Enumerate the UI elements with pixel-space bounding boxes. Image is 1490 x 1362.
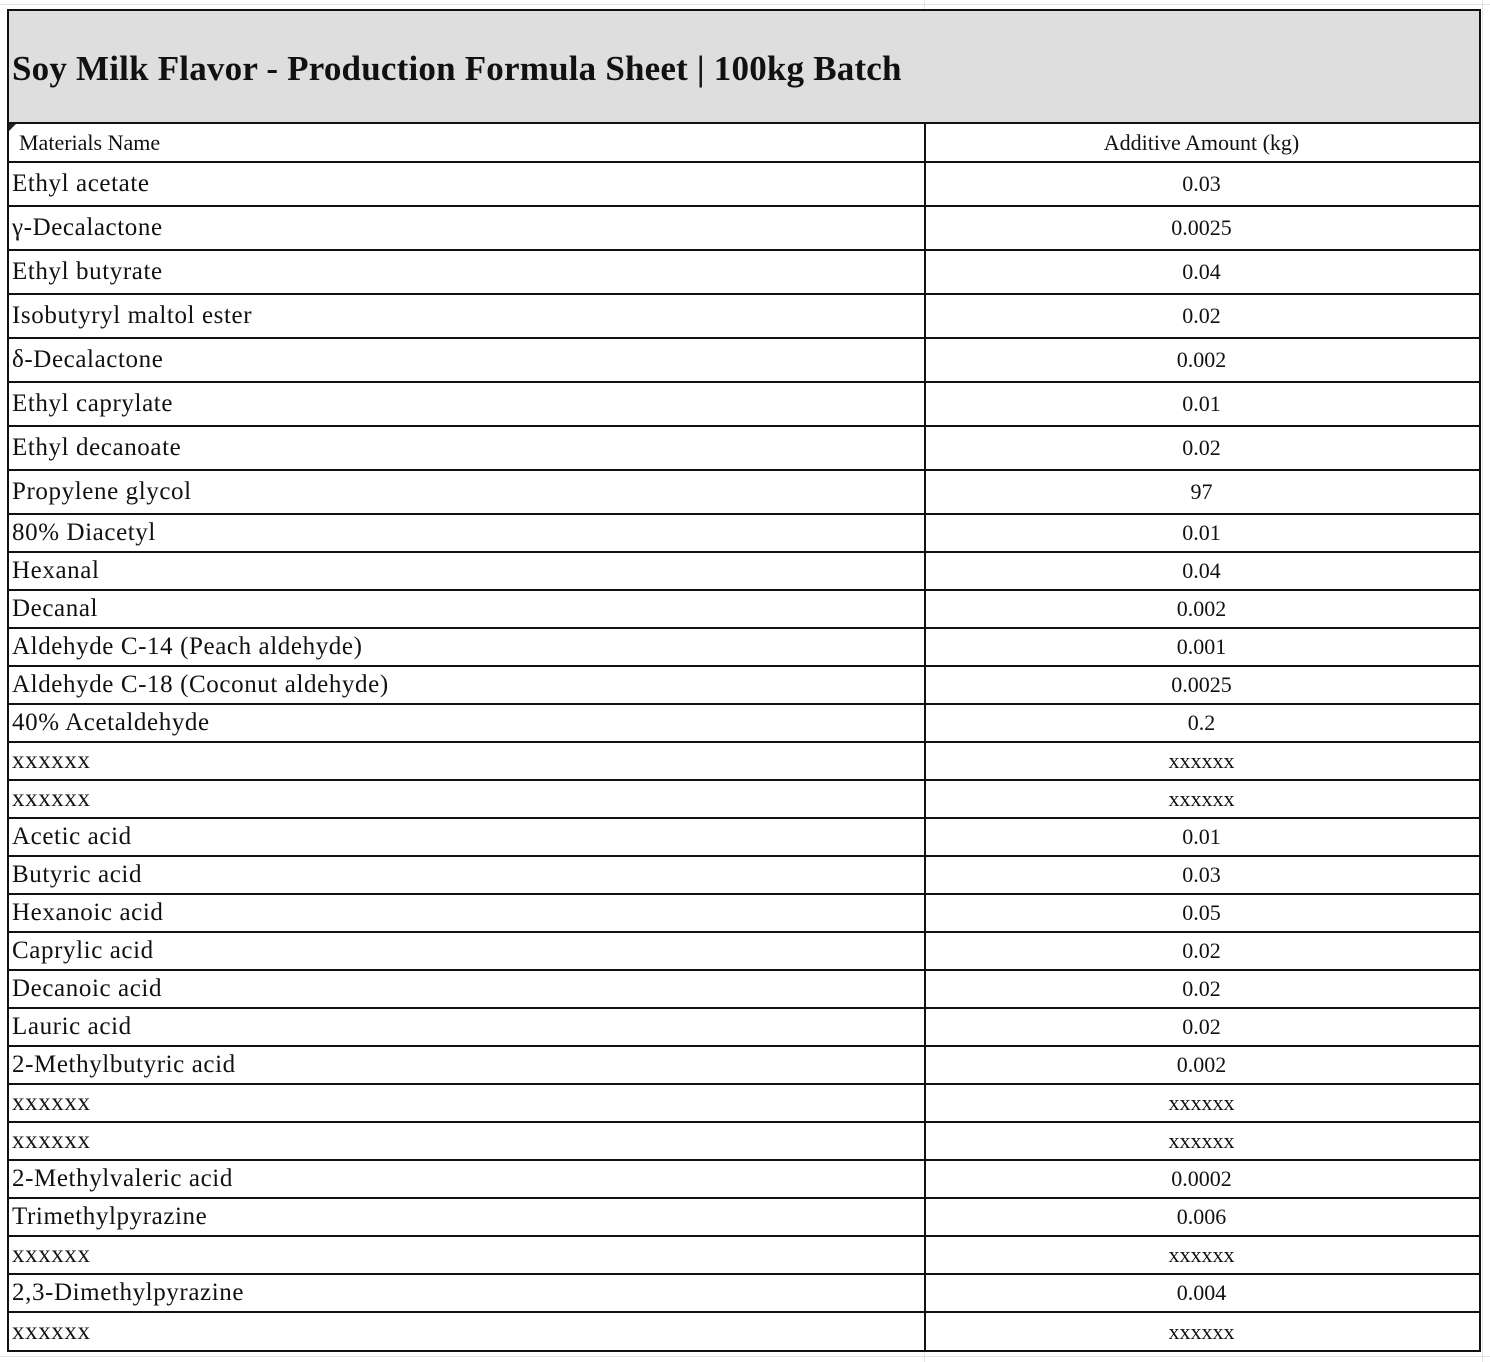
additive-amount-cell[interactable]: 0.03 <box>925 162 1479 206</box>
material-name-cell[interactable]: γ-Decalactone <box>9 206 925 250</box>
material-name-cell[interactable]: xxxxxx <box>9 1122 925 1160</box>
header-materials-name-label: Materials Name <box>19 129 161 155</box>
additive-amount-cell[interactable]: 0.2 <box>925 704 1479 742</box>
table-row <box>9 470 1479 514</box>
material-name-cell[interactable]: Decanoic acid <box>9 970 925 1008</box>
table-row <box>9 338 1479 382</box>
header-materials-name[interactable] <box>9 124 925 162</box>
table-row <box>9 206 1479 250</box>
header-row <box>9 124 1479 162</box>
table-row <box>9 1198 1479 1236</box>
material-name-cell[interactable]: 80% Diacetyl <box>9 514 925 552</box>
table-row <box>9 666 1479 704</box>
additive-amount-cell[interactable]: xxxxxx <box>925 742 1479 780</box>
additive-amount-cell[interactable]: 0.02 <box>925 426 1479 470</box>
material-name-cell[interactable]: 2,3-Dimethylpyrazine <box>9 1274 925 1312</box>
material-name-cell[interactable]: Hexanoic acid <box>9 894 925 932</box>
table-row <box>9 426 1479 470</box>
table-row <box>9 894 1479 932</box>
material-name-cell[interactable]: Caprylic acid <box>9 932 925 970</box>
material-name-cell[interactable]: Acetic acid <box>9 818 925 856</box>
additive-amount-cell[interactable]: 0.05 <box>925 894 1479 932</box>
header-additive-amount-label: Additive Amount (kg) <box>1103 129 1300 155</box>
sheet-title: Soy Milk Flavor - Production Formula Sheet | 100kg Batch <box>12 48 902 88</box>
table-row <box>9 1046 1479 1084</box>
title-cell[interactable] <box>9 11 1479 124</box>
additive-amount-cell[interactable]: 0.04 <box>925 250 1479 294</box>
additive-amount-cell[interactable]: 0.002 <box>925 590 1479 628</box>
table-row <box>9 932 1479 970</box>
table-row <box>9 514 1479 552</box>
table-row <box>9 552 1479 590</box>
material-name-cell[interactable]: Hexanal <box>9 552 925 590</box>
grid-line <box>0 4 1490 5</box>
table-row <box>9 1236 1479 1274</box>
material-name-cell[interactable]: Propylene glycol <box>9 470 925 514</box>
table-row <box>9 818 1479 856</box>
additive-amount-cell[interactable]: xxxxxx <box>1168 1318 1235 1344</box>
grid-line <box>1482 0 1483 1362</box>
table-row <box>9 742 1479 780</box>
material-name-cell[interactable]: 40% Acetaldehyde <box>9 704 925 742</box>
header-additive-amount[interactable] <box>925 124 1479 162</box>
table-row <box>9 1312 1479 1350</box>
table-row <box>9 970 1479 1008</box>
table-row <box>9 294 1479 338</box>
additive-amount-cell[interactable]: xxxxxx <box>925 780 1479 818</box>
additive-amount-cell[interactable]: 0.0002 <box>925 1160 1479 1198</box>
additive-amount-cell[interactable]: 0.04 <box>925 552 1479 590</box>
table-row <box>9 1274 1479 1312</box>
material-name-cell[interactable]: Ethyl acetate <box>9 162 925 206</box>
table-body <box>9 162 1479 1350</box>
grid-line <box>0 1356 1490 1357</box>
additive-amount-cell[interactable]: 0.002 <box>925 338 1479 382</box>
table-row <box>9 250 1479 294</box>
material-name-cell[interactable]: xxxxxx <box>9 1312 925 1350</box>
additive-amount-cell[interactable]: 97 <box>925 470 1479 514</box>
table-row <box>9 1008 1479 1046</box>
material-name-cell[interactable]: Aldehyde C-14 (Peach aldehyde) <box>9 628 925 666</box>
table-row <box>9 1122 1479 1160</box>
materials-table <box>9 124 1479 1350</box>
additive-amount-cell[interactable]: 0.01 <box>925 514 1479 552</box>
additive-amount-cell[interactable]: 0.02 <box>925 1008 1479 1046</box>
table-row <box>9 382 1479 426</box>
additive-amount-cell[interactable]: 0.02 <box>925 970 1479 1008</box>
material-name-cell[interactable]: Isobutyryl maltol ester <box>9 294 925 338</box>
additive-amount-cell[interactable]: 0.004 <box>925 1274 1479 1312</box>
table-row <box>9 856 1479 894</box>
additive-amount-cell[interactable]: 0.02 <box>925 932 1479 970</box>
additive-amount-cell[interactable]: 0.0025 <box>925 206 1479 250</box>
table-row <box>9 162 1479 206</box>
material-name-cell[interactable]: Butyric acid <box>9 856 925 894</box>
additive-amount-cell[interactable]: 0.0025 <box>925 666 1479 704</box>
material-name-cell[interactable]: Lauric acid <box>9 1008 925 1046</box>
table-row <box>9 704 1479 742</box>
table-row <box>9 1160 1479 1198</box>
additive-amount-cell[interactable]: 0.001 <box>925 628 1479 666</box>
additive-amount-cell[interactable]: 0.002 <box>925 1046 1479 1084</box>
additive-amount-cell[interactable]: 0.01 <box>925 818 1479 856</box>
additive-amount-cell[interactable]: xxxxxx <box>925 1084 1479 1122</box>
material-name-cell[interactable]: xxxxxx <box>9 1084 925 1122</box>
material-name-cell[interactable]: xxxxxx <box>9 1236 925 1274</box>
material-name-cell[interactable]: 2-Methylbutyric acid <box>9 1046 925 1084</box>
additive-amount-cell[interactable]: xxxxxx <box>925 1236 1479 1274</box>
additive-amount-cell[interactable]: 0.03 <box>925 856 1479 894</box>
material-name-cell[interactable]: 2-Methylvaleric acid <box>9 1160 925 1198</box>
table-row <box>9 590 1479 628</box>
material-name-cell[interactable]: Aldehyde C-18 (Coconut aldehyde) <box>9 666 925 704</box>
table-row <box>9 628 1479 666</box>
material-name-cell[interactable]: δ-Decalactone <box>9 338 925 382</box>
comment-indicator-icon <box>9 124 16 131</box>
material-name-cell[interactable]: Ethyl butyrate <box>9 250 925 294</box>
additive-amount-cell[interactable]: 0.006 <box>925 1198 1479 1236</box>
formula-sheet <box>7 9 1481 1352</box>
additive-amount-cell[interactable]: xxxxxx <box>925 1122 1479 1160</box>
material-name-cell[interactable]: Decanal <box>9 590 925 628</box>
table-row <box>9 1084 1479 1122</box>
material-name-cell[interactable]: xxxxxx <box>9 742 925 780</box>
material-name-cell[interactable]: Trimethylpyrazine <box>9 1198 925 1236</box>
table-row <box>9 780 1479 818</box>
additive-amount-cell[interactable]: 0.01 <box>925 382 1479 426</box>
material-name-cell[interactable]: Ethyl caprylate <box>9 382 925 426</box>
material-name-cell[interactable]: Ethyl decanoate <box>9 426 925 470</box>
additive-amount-cell[interactable]: 0.02 <box>925 294 1479 338</box>
material-name-cell[interactable]: xxxxxx <box>9 780 925 818</box>
